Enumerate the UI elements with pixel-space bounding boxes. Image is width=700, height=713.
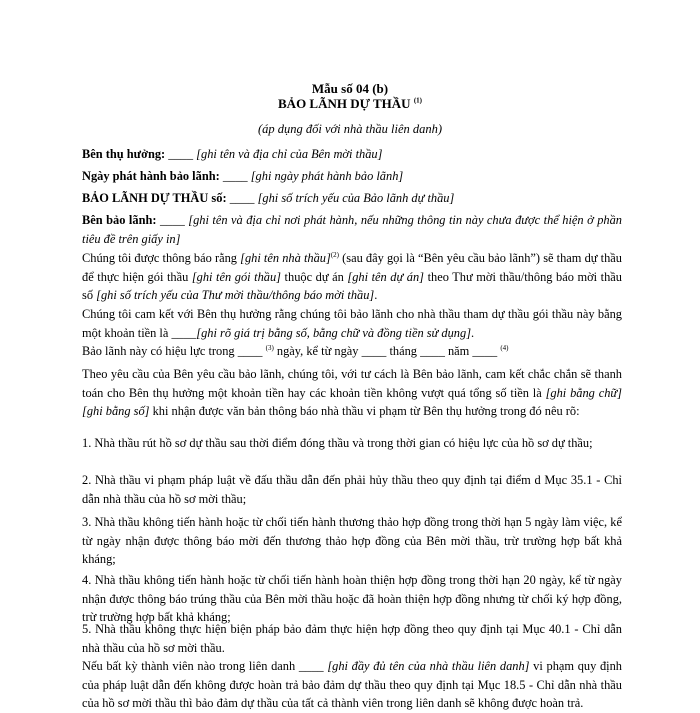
title-footnote: (1) (413, 96, 422, 105)
document-title: BẢO LÃNH DỰ THẦU $^{(1)}$ (278, 96, 422, 111)
guarantee-number-line: BẢO LÃNH DỰ THẦU số: ____ [ghi số trích yếu của Bảo lãnh dự thầu] (82, 191, 455, 205)
paragraph-notification: Chúng tôi được thông báo rằng [ghi tên nhà thầu]$^{(2)}$ (sau đây gọi là “Bên yêu cầu bảo lãnh”) sẽ tham dự thầu để thực hiện gói thầu [ghi tên gói thầu] thuộc dự án [ghi tên dự án] theo Thư mời thầu/thông báo mời thầu số [ghi số trích yếu của Thư mời thầu/thông báo mời thầu]. (82, 250, 622, 303)
list-item: 2. Nhà thầu vi phạm pháp luật về đấu thầu dẫn đến phải hủy thầu theo quy định tại điểm d Mục 35.1 - Chỉ dẫn nhà thầu của hồ sơ mời thầu; (82, 473, 622, 506)
list-item: 3. Nhà thầu không tiến hành hoặc từ chối tiến hành thương thảo hợp đồng trong thời hạn 5 ngày làm việc, kể từ ngày nhận được thông báo mời đến thương thảo hợp đồng của Bên mời thầu, trừ trường hợp bất khả kháng; (82, 515, 622, 567)
paragraph-commitment: Chúng tôi cam kết với Bên thụ hưởng rằng chúng tôi bảo lãnh cho nhà thầu tham dự thầu gói thầu này bằng một khoản tiền là ____[ghi rõ giá trị bằng số, bằng chữ và đồng tiền sử dụng]. (82, 307, 622, 340)
beneficiary-line: Bên thụ hưởng: ____ [ghi tên và địa chỉ của Bên mời thầu] (82, 147, 383, 161)
paragraph-payment: Theo yêu cầu của Bên yêu cầu bảo lãnh, chúng tôi, với tư cách là Bên bảo lãnh, cam kết chắc chắn sẽ thanh toán cho Bên thụ hưởng một khoản tiền hay các khoản tiền không vượt quá tổng số tiền là [ghi bằng chữ] [ghi bằng số] khi nhận được văn bản thông báo nhà thầu vi phạm từ Bên thụ hưởng trong đó nêu rõ: (82, 367, 622, 419)
document-subtitle: (áp dụng đối với nhà thầu liên danh) (257, 122, 443, 136)
list-item: 5. Nhà thầu không thực hiện biện pháp bảo đảm thực hiện hợp đồng theo quy định tại Mục 40.1 - Chỉ dẫn nhà thầu của hồ sơ mời thầu. (82, 622, 622, 655)
guarantor-line: Bên bảo lãnh: ____ [ghi tên và địa chỉ nơi phát hành, nếu những thông tin này chưa được thể hiện ở phần tiêu đề trên giấy in] (82, 213, 622, 246)
list-item: 1. Nhà thầu rút hồ sơ dự thầu sau thời điểm đóng thầu và trong thời gian có hiệu lực của hồ sơ dự thầu; (82, 436, 593, 450)
list-item: 4. Nhà thầu không tiến hành hoặc từ chối tiến hành hoàn thiện hợp đồng trong thời hạn 20 ngày, kể từ ngày nhận được thông báo trúng thầu của Bên mời thầu hoặc đã hoàn thiện hợp đồng nhưng từ chối ký hợp đồng, trừ trường hợp bất khả kháng; (82, 573, 622, 625)
paragraph-joint-venture: Nếu bất kỳ thành viên nào trong liên danh ____ [ghi đầy đủ tên của nhà thầu liên danh] vi phạm quy định của pháp luật dẫn đến không được hoàn trả bảo đảm dự thầu theo quy định tại Mục 18.5 - Chỉ dẫn nhà thầu của hồ sơ mời thầu thì bảo đảm dự thầu của tất cả thành viên trong liên danh sẽ không được hoàn trả. (82, 659, 622, 711)
form-number: Mẫu số 04 (b) (311, 81, 389, 96)
issue-date-line: Ngày phát hành bảo lãnh: ____ [ghi ngày phát hành bảo lãnh] (82, 169, 404, 183)
paragraph-validity: Bảo lãnh này có hiệu lực trong ____ $^{(3)}$ ngày, kể từ ngày ____ tháng ____ năm ____ $^{(4)}$ (82, 343, 509, 358)
